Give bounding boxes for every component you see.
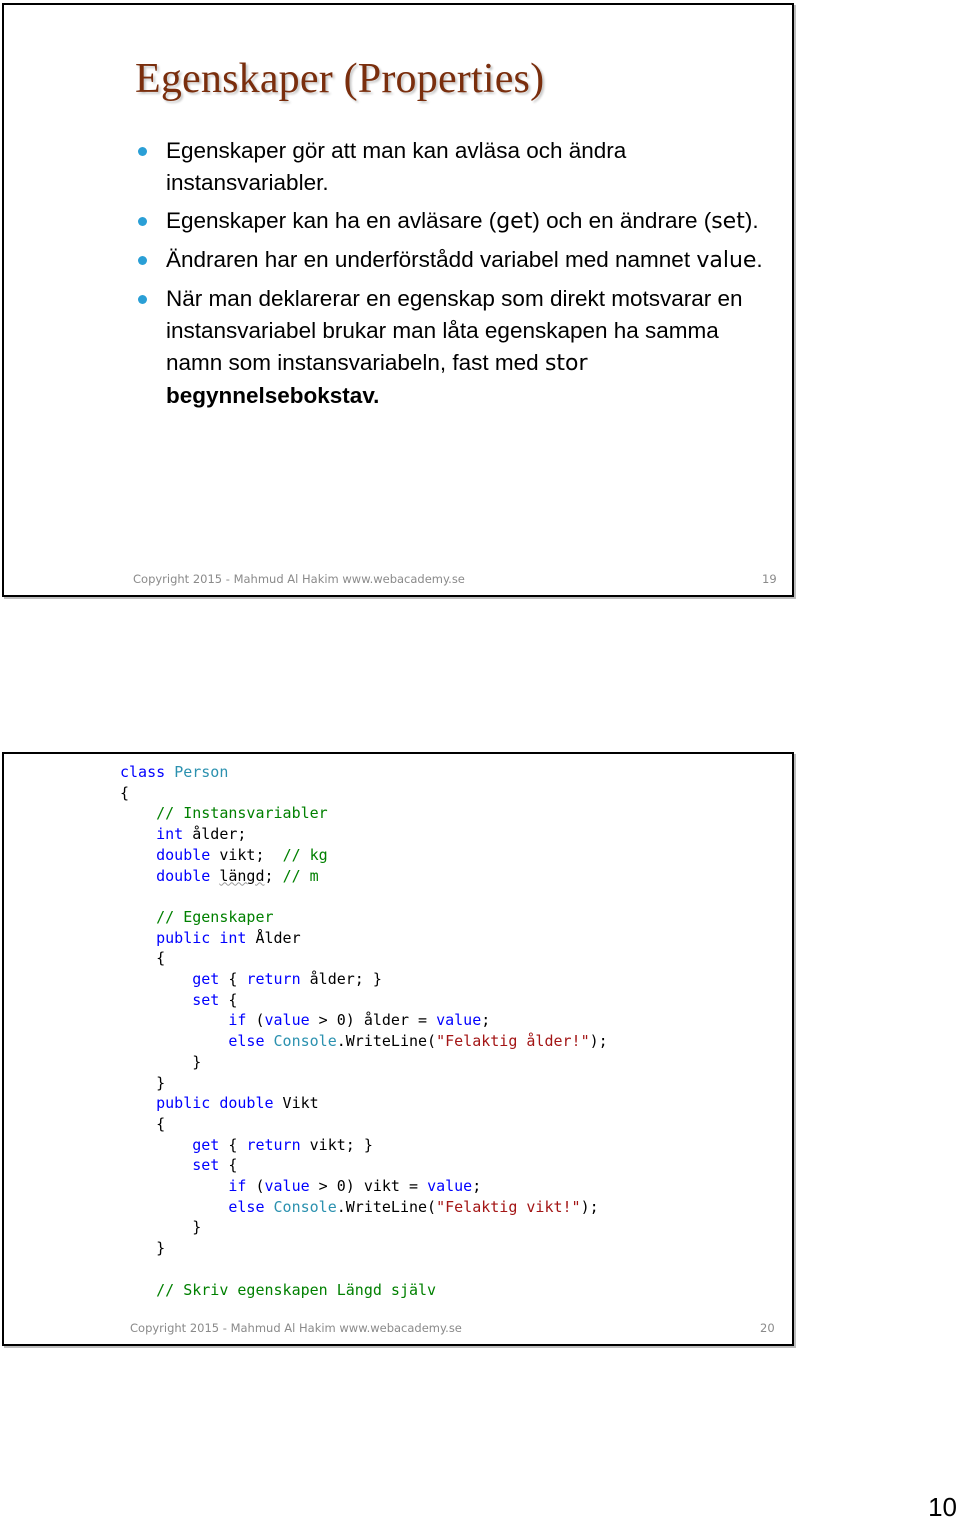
- code-text: {: [156, 1114, 166, 1133]
- code-text: > 0) ålder =: [309, 1011, 437, 1030]
- code-comment: // m: [282, 866, 319, 885]
- bullet-text: .: [756, 247, 763, 272]
- bullet-text: Egenskaper gör att man kan avläsa och ändra instansvariabler.: [166, 138, 627, 195]
- bullet-text: Egenskaper kan ha en avläsare (: [166, 208, 497, 233]
- bullet-item: [138, 205, 778, 238]
- bullet-text: ).: [744, 208, 759, 233]
- code-text: .WriteLine(: [336, 1197, 437, 1216]
- code-keyword: int: [219, 928, 247, 947]
- code-text: }: [192, 1052, 202, 1071]
- slide-page-number: 20: [760, 1321, 775, 1335]
- code-keyword: value: [436, 1011, 482, 1030]
- code-keyword: class: [120, 763, 166, 781]
- code-keyword: else: [228, 1032, 265, 1051]
- code-text: }: [192, 1218, 202, 1237]
- code-keyword: value: [264, 1177, 310, 1196]
- code-text: vikt;: [210, 845, 283, 864]
- code-text: {: [120, 783, 130, 802]
- code-text: {: [228, 1156, 238, 1175]
- code-text: (: [246, 1177, 265, 1196]
- code-string: "Felaktig vikt!": [436, 1197, 581, 1216]
- code-keyword: return: [246, 1135, 301, 1154]
- code-text: ålder;: [183, 825, 247, 844]
- code-keyword: get: [192, 970, 220, 989]
- bullet-dot-icon: [138, 147, 147, 156]
- code-text: ;: [472, 1177, 482, 1196]
- keyword-get: get: [496, 209, 533, 234]
- code-keyword: if: [228, 1011, 247, 1030]
- code-text: {: [156, 949, 166, 968]
- bullet-item: [138, 244, 778, 277]
- bullet-dot-icon: [138, 256, 147, 265]
- bullet-item: [138, 135, 778, 199]
- bold-text: begynnelsebokstav.: [166, 383, 380, 408]
- bullet-dot-icon: [138, 217, 147, 226]
- slide-footer: Copyright 2015 - Mahmud Al Hakim www.webacademy.se: [130, 1321, 462, 1335]
- code-text: ;: [481, 1011, 491, 1030]
- code-keyword: double: [219, 1094, 274, 1113]
- slide-20: [2, 752, 794, 1346]
- bullet-item: [138, 283, 778, 412]
- code-string: "Felaktig ålder!": [436, 1032, 590, 1051]
- code-keyword: public: [156, 928, 211, 947]
- code-text: }: [156, 1239, 166, 1258]
- code-comment: // Skriv egenskapen Längd själv: [156, 1280, 437, 1299]
- code-text: .WriteLine(: [336, 1032, 437, 1051]
- code-text-underlined: längd: [219, 866, 265, 885]
- code-comment: // Egenskaper: [156, 907, 274, 926]
- code-keyword: value: [427, 1177, 473, 1196]
- slide-footer: Copyright 2015 - Mahmud Al Hakim www.webacademy.se: [133, 572, 465, 586]
- code-text: );: [589, 1032, 608, 1051]
- slide-title: Egenskaper (Properties): [135, 56, 545, 102]
- code-type: Console: [273, 1197, 337, 1216]
- code-text: vikt; }: [300, 1135, 373, 1154]
- bullet-dot-icon: [138, 295, 147, 304]
- code-text: }: [156, 1073, 166, 1092]
- keyword-value: value: [696, 248, 757, 273]
- code-text: {: [228, 1135, 238, 1154]
- code-comment: // kg: [282, 845, 328, 864]
- code-keyword: value: [264, 1011, 310, 1030]
- code-text: {: [228, 990, 238, 1009]
- code-keyword: return: [246, 970, 301, 989]
- code-keyword: double: [156, 845, 211, 864]
- keyword-set: set: [711, 209, 745, 234]
- code-text: Vikt: [273, 1094, 319, 1113]
- slide-19: [2, 3, 794, 597]
- code-text: (: [246, 1011, 265, 1030]
- code-text: > 0) vikt =: [309, 1177, 428, 1196]
- code-keyword: int: [156, 825, 184, 844]
- code-comment: // Instansvariabler: [156, 804, 328, 823]
- code-keyword: set: [192, 1156, 220, 1175]
- bullet-text: Ändraren har en underförstådd variabel med namnet: [166, 247, 697, 272]
- code-text: Ålder: [246, 928, 301, 947]
- code-type: Person: [174, 763, 229, 781]
- code-text: ålder; }: [300, 970, 382, 989]
- bullet-text: När man deklarerar en egenskap som direkt motsvarar en instansvariabel brukar man låta egenskapen ha samma namn som instansvariabeln, fast med: [166, 286, 743, 375]
- code-keyword: else: [228, 1197, 265, 1216]
- code-keyword: if: [228, 1177, 247, 1196]
- code-text: ;: [264, 866, 283, 885]
- bullet-text: ) och en ändrare (: [532, 208, 712, 233]
- code-text: {: [228, 970, 238, 989]
- slide-page-number: 19: [762, 572, 777, 586]
- code-keyword: double: [156, 866, 211, 885]
- code-keyword: set: [192, 990, 220, 1009]
- code-keyword: public: [156, 1094, 211, 1113]
- bullet-list: [138, 135, 778, 418]
- code-keyword: get: [192, 1135, 220, 1154]
- code-block: [120, 762, 608, 1300]
- keyword-stor: stor: [544, 351, 588, 376]
- code-type: Console: [273, 1032, 337, 1051]
- sheet-page-number: 10: [928, 1492, 957, 1522]
- code-text: );: [580, 1197, 599, 1216]
